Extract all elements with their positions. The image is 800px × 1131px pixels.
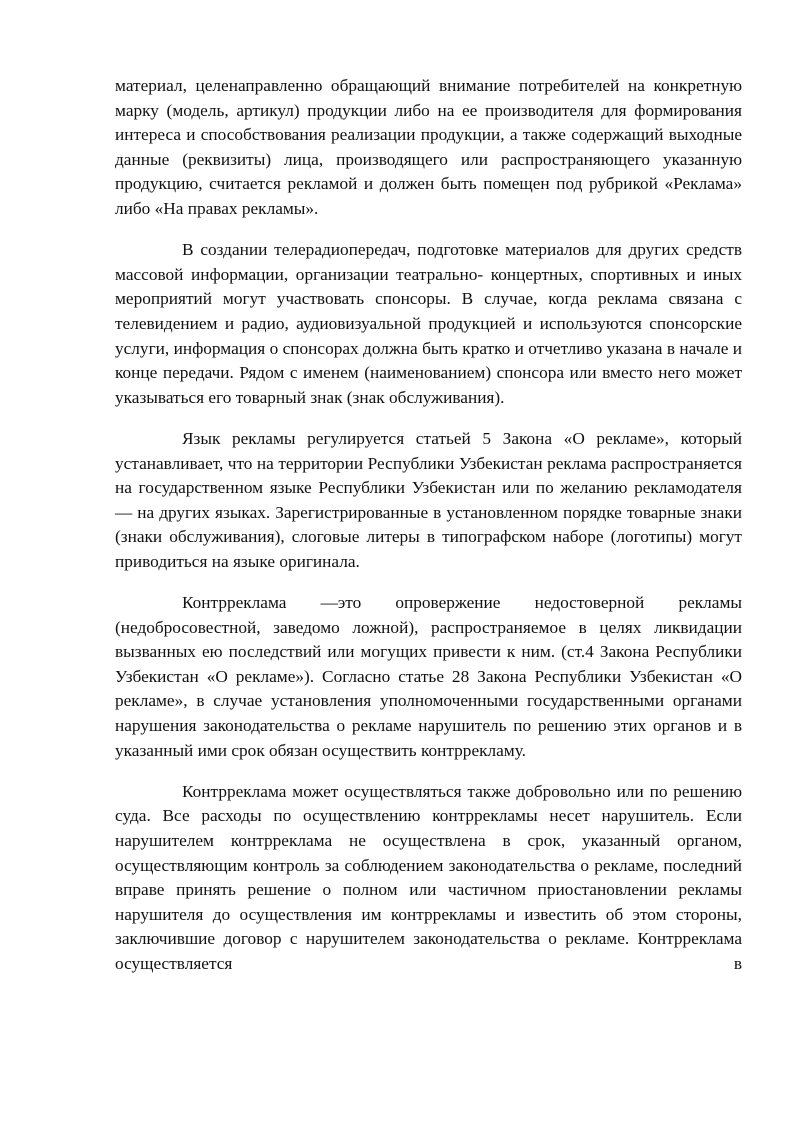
- paragraph-counter-advertising-definition: Контрреклама —это опровержение недостоверной рекламы (недобросовестной, заведомо ложной), распространяемое в целях ликвидации вызванных ею последствий или могущих привести к ним. (ст.4 Закона Республики Узбекистан «О рекламе»). Согласно статье 28 Закона Республики Узбекистан «О рекламе», в случае установления уполномоченными государственными органами нарушения законодательства о рекламе нарушитель по решению этих органов и в указанный ими срок обязан осуществить контррекламу.: [115, 593, 742, 760]
- paragraph-sponsors: В создании телерадиопередач, подготовке материалов для других средств массовой информации, организации театрально- концертных, спортивных и иных мероприятий могут участвовать спонсоры. В случае, когда реклама связана с телевидением и радио, аудиовизуальной продукцией и используются спонсорские услуги, информация о спонсорах должна быть кратко и отчетливо указана в начале и конце передачи. Рядом с именем (наименованием) спонсора или вместо него может указываться его товарный знак (знак обслуживания).: [115, 240, 742, 407]
- paragraph-counter-advertising-procedure: Контрреклама может осуществляться также добровольно или по решению суда. Все расходы по осуществлению контррекламы несет нарушитель. Если нарушителем контрреклама не осуществлена в срок, указанный органом, осуществляющим контроль за соблюдением законодательства о рекламе, последний вправе принять решение о полном или частичном приостановлении рекламы нарушителя до осуществления им контррекламы и известить об этом стороны, заключившие договор с нарушителем законодательства о рекламе. Контрреклама осуществляется в: [115, 781, 742, 973]
- document-page: [115, 74, 742, 977]
- paragraph-advertising-language: Язык рекламы регулируется статьей 5 Закона «О рекламе», который устанавливает, что на территории Республики Узбекистан реклама распространяется на государственном языке Республики Узбекистан или по желанию рекламодателя — на других языках. Зарегистрированные в установленном порядке товарные знаки (знаки обслуживания), слоговые литеры в типографском наборе (логотипы) могут приводиться на языке оригинала.: [115, 428, 742, 571]
- paragraph-advertising-definition: материал, целенаправленно обращающий внимание потребителей на конкретную марку (модель, артикул) продукции либо на ее производителя для формирования интереса и способствования реализации продукции, а также содержащий выходные данные (реквизиты) лица, производящего или распространяющего указанную продукцию, считается рекламой и должен быть помещен под рубрикой «Реклама» либо «На правах рекламы».: [115, 76, 742, 218]
